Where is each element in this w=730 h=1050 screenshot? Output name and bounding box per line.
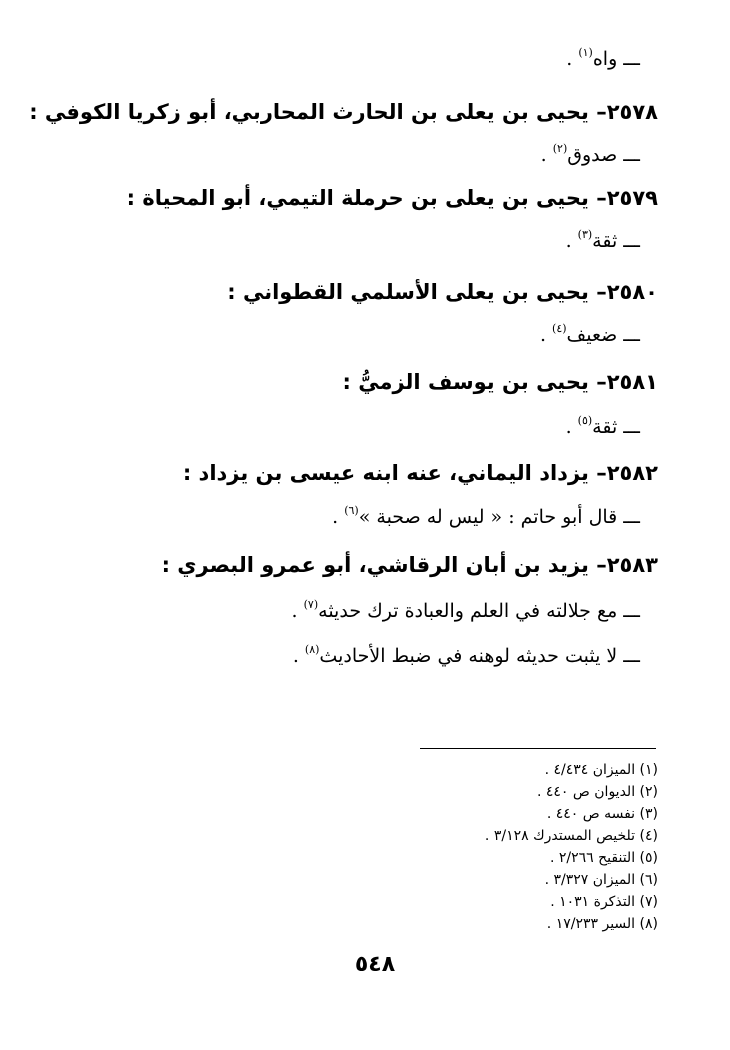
- entry-text: ـــ ثقة: [592, 230, 640, 252]
- continuation-text: ـــ واه: [592, 48, 640, 70]
- entry-line: [566, 230, 640, 252]
- entry-line: [293, 645, 640, 667]
- footnote-2: (٢) الديوان ص ٤٤٠ .: [536, 784, 658, 800]
- entry-number: ٢٥٨٠: [606, 280, 658, 304]
- entry-line: [332, 506, 640, 528]
- entry-line: [540, 324, 640, 346]
- line-end: .: [540, 144, 553, 166]
- entry-heading: [127, 186, 658, 210]
- entry-title: – يحيى بن يعلى الأسلمي القطواني :: [227, 280, 607, 304]
- entry-title: – يحيى بن يوسف الزميُّ :: [342, 370, 607, 394]
- entry-heading: [343, 370, 658, 394]
- continuation-line: [566, 48, 640, 70]
- entry-text: ـــ قال أبو حاتم : « ليس له صحبة »: [358, 506, 640, 528]
- footnote-7: (٧) التذكرة ١٠٣١ .: [550, 894, 658, 910]
- footnote-6: (٦) الميزان ٣/٣٢٧ .: [544, 872, 658, 888]
- entry-text: ـــ لا يثبت حديثه لوهنه في ضبط الأحاديث: [319, 645, 640, 667]
- footnote-marker: (٨): [304, 643, 320, 656]
- entry-text: ـــ ثقة: [592, 416, 640, 438]
- footnote-marker: (٤): [552, 322, 567, 335]
- footnote-4: (٤) تلخيص المستدرك ٣/١٢٨ .: [484, 828, 658, 844]
- footnote-marker: (٦): [344, 504, 359, 517]
- footnote-separator: [420, 748, 656, 749]
- entry-number: ٢٥٧٩: [606, 186, 658, 210]
- entry-number: ٢٥٨٣: [606, 553, 658, 577]
- line-end: .: [332, 506, 345, 528]
- entry-title: – يحيى بن يعلى بن حرملة التيمي، أبو المحياة :: [126, 186, 607, 210]
- line-end: .: [566, 48, 579, 70]
- line-end: .: [292, 645, 305, 667]
- entry-heading: [29, 100, 658, 124]
- entry-heading: [227, 280, 658, 304]
- entry-number: ٢٥٨١: [606, 370, 658, 394]
- entry-line: [541, 144, 640, 166]
- line-end: .: [291, 600, 304, 622]
- entry-text: ـــ صدوق: [567, 144, 640, 166]
- entry-title: – يزيد بن أبان الرقاشي، أبو عمرو البصري :: [161, 553, 607, 577]
- entry-line: [566, 416, 640, 438]
- footnote-8: (٨) السير ١٧/٢٣٣ .: [546, 916, 658, 932]
- entry-heading: [183, 461, 658, 485]
- footnote-marker: (٥): [577, 414, 593, 427]
- entry-number: ٢٥٨٢: [606, 461, 658, 485]
- entry-number: ٢٥٧٨: [606, 100, 658, 124]
- entry-text: ـــ ضعيف: [566, 324, 640, 346]
- footnote-3: (٣) نفسه ص ٤٤٠ .: [546, 806, 658, 822]
- footnote-marker: (٣): [577, 228, 593, 241]
- page-number: ٥٤٨: [354, 952, 396, 977]
- line-end: .: [539, 324, 553, 346]
- entry-heading: [162, 553, 658, 577]
- line-end: .: [565, 416, 578, 438]
- line-end: .: [565, 230, 578, 252]
- footnote-marker: (٢): [552, 142, 568, 155]
- footnote-marker: (١): [578, 46, 593, 59]
- entry-line: [292, 600, 640, 622]
- footnote-1: (١) الميزان ٤/٤٣٤ .: [544, 762, 658, 778]
- entry-text: ـــ مع جلالته في العلم والعبادة ترك حديثه: [318, 600, 640, 622]
- footnote-5: (٥) التنقيح ٢/٢٦٦ .: [549, 850, 658, 866]
- footnote-marker: (٧): [303, 598, 319, 611]
- entry-title: – يحيى بن يعلى بن الحارث المحاربي، أبو زكريا الكوفي :: [29, 100, 607, 124]
- entry-title: – يزداد اليماني، عنه ابنه عيسى بن يزداد :: [182, 461, 607, 485]
